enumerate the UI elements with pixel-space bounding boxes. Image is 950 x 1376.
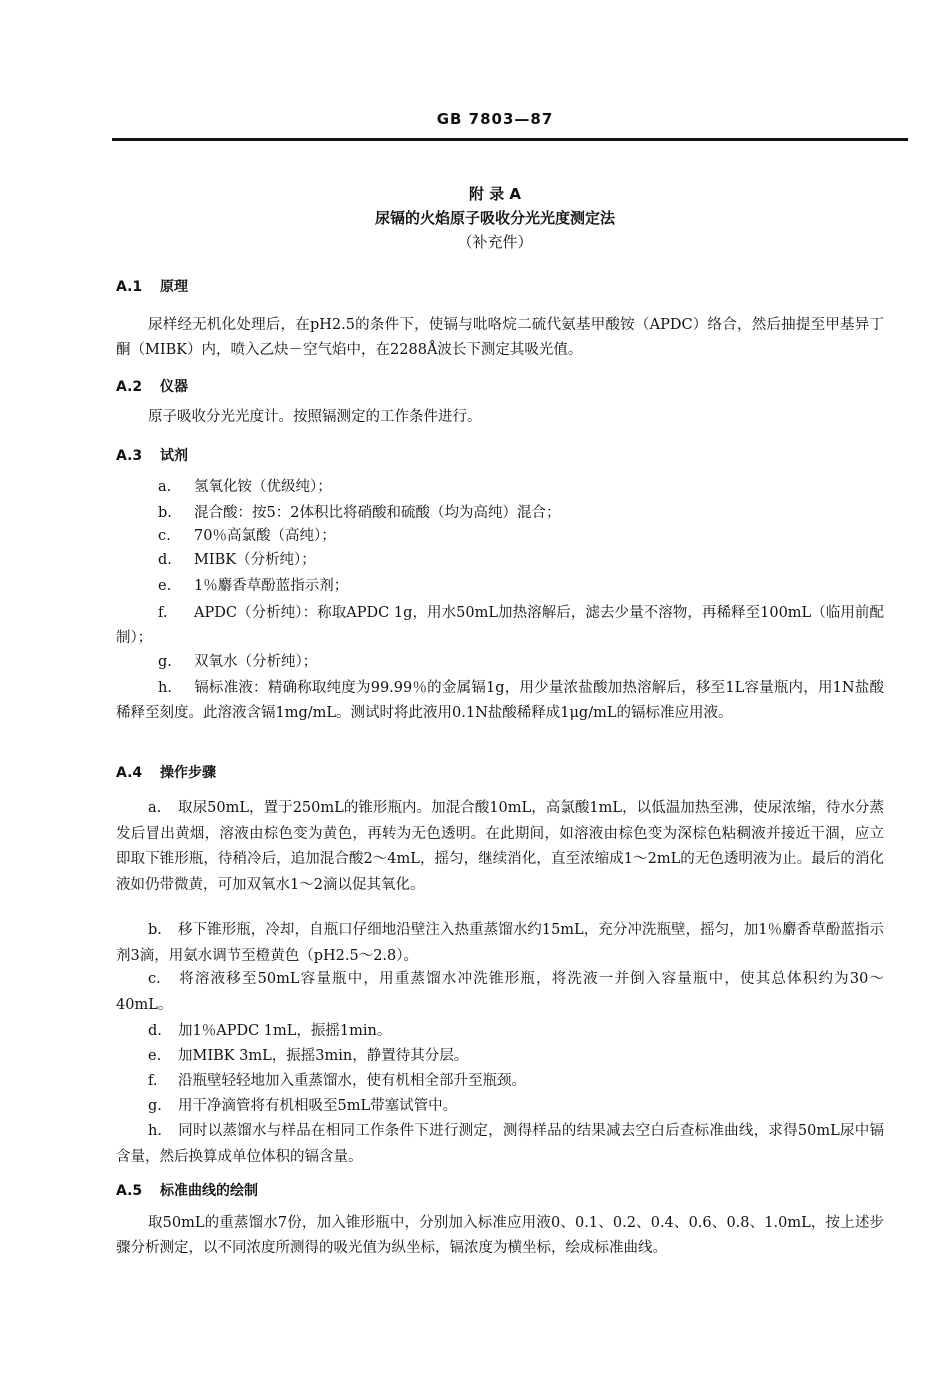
section-heading-a3 [116,445,188,465]
section-heading-a2 [116,376,188,396]
section-a2-text: 原子吸收分光光度计。按照镉测定的工作条件进行。 [148,409,482,425]
section-number: A.1 [116,279,143,295]
appendix-title-block [0,182,950,254]
reagent-item: e. 1％麝香草酚蓝指示剂； [158,578,349,594]
procedure-step: c. 将溶液移至50mL容量瓶中，用重蒸馏水冲洗锥形瓶，将洗液一并倒入容量瓶中，使其总体积约为30～40mL。 [116,971,884,1013]
appendix-subtitle: （补充件） [457,233,533,251]
appendix-title: 尿镉的火焰原子吸收分光光度测定法 [374,209,615,227]
procedure-step: a. 取尿50mL，置于250mL的锥形瓶内。加混合酸10mL，高氯酸1mL，以低温加热至沸，使尿浓缩，待水分蒸发后冒出黄烟，溶液由棕色变为黄色，再转为无色透明。在此期间，如溶液由棕色变为深棕色粘稠液并接近干涸，应立即取下锥形瓶，待稍冷后，追加混合酸2～4mL，摇匀，继续消化，直至浓缩成1～2mL的无色透明液为止。最后的消化液如仍带微黄，可加双氧水1～2滴以促其氧化。 [116,800,884,893]
header-rule [112,138,908,141]
section-heading-a4 [116,762,216,782]
reagent-item: d. MIBK（分析纯）； [158,552,316,568]
section-number: A.3 [116,448,143,464]
procedure-step: f. 沿瓶壁轻轻地加入重蒸馏水，使有机相全部升至瓶颈。 [148,1073,526,1089]
reagent-item: g. 双氧水（分析纯）； [158,654,318,670]
section-heading-a5 [116,1180,258,1200]
section-a5-text: 取50mL的重蒸馏水7份，加入锥形瓶中，分别加入标准应用液0、0.1、0.2、0.4、0.6、0.8、1.0mL，按上述步骤分析测定，以不同浓度所测得的吸光值为纵坐标，镉浓度为横坐标，绘成标准曲线。 [116,1215,884,1256]
section-title: 试剂 [160,448,188,464]
reagent-item: c. 70％高氯酸（高纯）； [158,528,336,544]
appendix-label: 附 录 A [468,185,522,203]
section-a1-text: 尿样经无机化处理后，在pH2.5的条件下，使镉与吡咯烷二硫代氨基甲酸铵（APDC）络合，然后抽提至甲基异丁酮（MIBK）内，喷入乙炔－空气焰中，在2288Å波长下测定其吸光值。 [116,317,884,358]
reagent-item: f. APDC（分析纯）：称取APDC 1g，用水50mL加热溶解后，滤去少量不溶物，再稀释至100mL（临用前配制）； [116,605,884,646]
procedure-step: d. 加1％APDC 1mL，振摇1min。 [148,1023,392,1039]
procedure-step: e. 加MIBK 3mL，振摇3min，静置待其分层。 [148,1048,469,1064]
reagent-item: a. 氢氧化铵（优级纯）； [158,479,332,495]
section-title: 操作步骤 [160,765,216,781]
section-number: A.5 [116,1183,143,1199]
procedure-step: g. 用干净滴管将有机相吸至5mL带塞试管中。 [148,1098,458,1114]
procedure-step: b. 移下锥形瓶，冷却，自瓶口仔细地沿壁注入热重蒸馏水约15mL，充分冲洗瓶壁，摇匀，加1％麝香草酚蓝指示剂3滴，用氨水调节至橙黄色（pH2.5～2.8）。 [116,922,884,964]
section-number: A.4 [116,765,143,781]
section-title: 仪器 [160,379,188,395]
section-title: 标准曲线的绘制 [160,1183,258,1199]
reagent-item: h. 镉标准液：精确称取纯度为99.99％的金属镉1g，用少量浓盐酸加热溶解后，移至1L容量瓶内，用1N盐酸稀释至刻度。此溶液含镉1mg/mL。测试时将此液用0.1N盐酸稀释成1μg/mL的镉标准应用液。 [116,680,884,721]
reagent-item: b. 混合酸：按5：2体积比将硝酸和硫酸（均为高纯）混合； [158,505,561,521]
section-number: A.2 [116,379,143,395]
section-title: 原理 [160,279,188,295]
procedure-step: h. 同时以蒸馏水与样品在相同工作条件下进行测定，测得样品的结果减去空白后查标准曲线，求得50mL尿中镉含量，然后换算成单位体积的镉含量。 [116,1123,884,1165]
standard-number: GB 7803—87 [436,110,554,128]
section-heading-a1 [116,276,188,296]
